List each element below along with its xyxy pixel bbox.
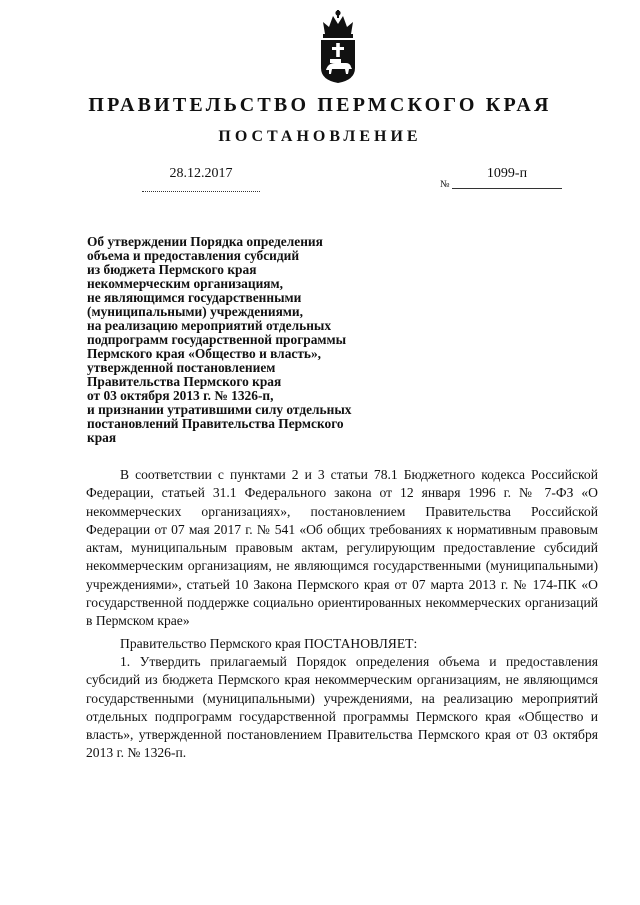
decree-paragraph: Правительство Пермского края ПОСТАНОВЛЯЕТ: <box>120 635 418 651</box>
document-number-field <box>440 165 562 190</box>
subject-line: от 03 октября 2013 г. № 1326-п, <box>87 388 274 403</box>
item-1-paragraph: 1. Утвердить прилагаемый Порядок определения объема и предоставления субсидий из бюджета Пермского края некоммерческим организациям, не являющимся государственными (муниципальными) учреждениями, на реализацию мероприятий отдельных подпрограмм государственной программы Пермского края «Общество и власть», утвержденной постановлением Правительства Пермского края от 03 октября 2013 г. № 1326-п. <box>86 653 598 761</box>
subject-line: Об утверждении Порядка определения <box>87 234 323 249</box>
document-number: 1099-п <box>486 166 528 181</box>
subject-line: (муниципальными) учреждениями, <box>87 304 303 319</box>
document-subject <box>87 235 417 445</box>
number-underline <box>452 188 562 189</box>
document-type: ПОСТАНОВЛЕНИЕ <box>218 128 422 145</box>
government-title: ПРАВИТЕЛЬСТВО ПЕРМСКОГО КРАЯ <box>88 94 552 116</box>
subject-line: утвержденной постановлением <box>87 360 276 375</box>
subject-line: и признании утратившими силу отдельных <box>87 402 352 417</box>
subject-line: Пермского края «Общество и власть», <box>87 346 322 361</box>
subject-line: из бюджета Пермского края <box>87 262 257 277</box>
document-date-field <box>142 165 260 192</box>
perm-krai-coat-of-arms-icon <box>315 8 361 84</box>
number-sign: № <box>440 179 450 190</box>
subject-line: края <box>87 430 117 445</box>
document-date: 28.12.2017 <box>169 166 233 181</box>
subject-line: некоммерческим организациям, <box>87 276 284 291</box>
subject-line: Правительства Пермского края <box>87 374 282 389</box>
subject-line: на реализацию мероприятий отдельных <box>87 318 332 333</box>
date-underline <box>142 185 260 192</box>
subject-line: объема и предоставления субсидий <box>87 248 300 263</box>
preamble-paragraph: В соответствии с пунктами 2 и 3 статьи 78.1 Бюджетного кодекса Российской Федерации, статьей 31.1 Федерального закона от 12 января 1996 г. № 7-ФЗ «О некоммерческих организациях», постановлением Правительства Российской Федерации от 07 мая 2017 г. № 541 «Об общих требованиях к нормативным правовым актам, муниципальным правовым актам, регулирующим предоставление субсидий некоммерческим организациям, не являющимся государственными (муниципальными) учреждениями», статьей 10 Закона Пермского края от 07 марта 2013 г. № 174-ПК «О государственной поддержке социально ориентированных некоммерческих организаций в Пермском крае» <box>86 467 598 629</box>
document-body <box>86 466 598 763</box>
subject-line: постановлений Правительства Пермского <box>87 416 344 431</box>
subject-line: не являющимся государственными <box>87 290 302 305</box>
subject-line: подпрограмм государственной программы <box>87 332 347 347</box>
